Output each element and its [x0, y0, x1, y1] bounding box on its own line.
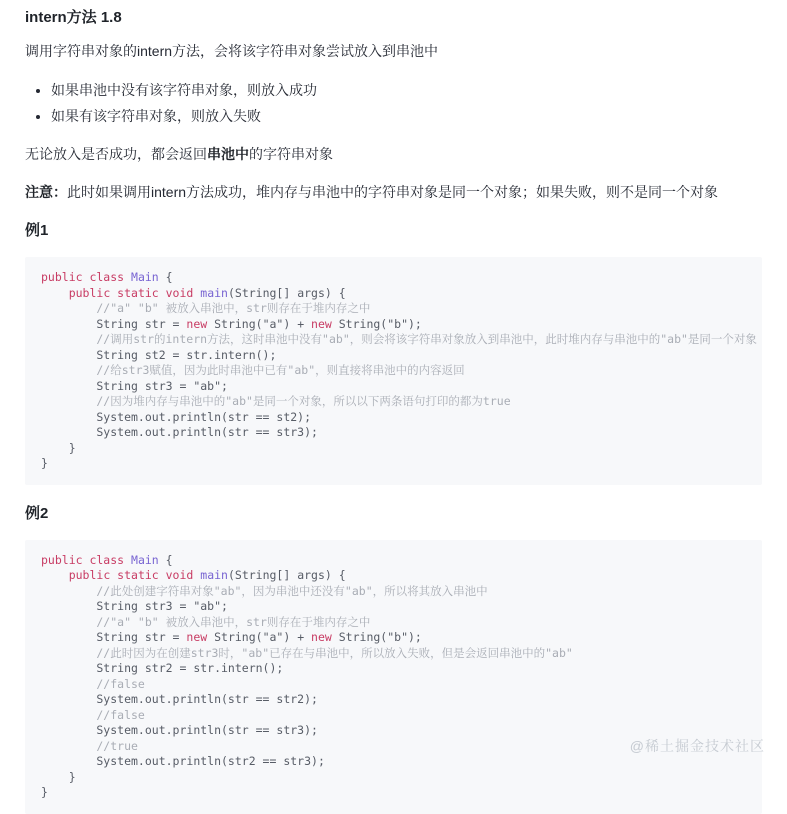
- code-block-example2: [25, 540, 762, 814]
- list-item: • 如果串池中没有该字符串对象，则放入成功: [51, 77, 762, 103]
- code-line: System.out.println(str == str2);: [41, 692, 318, 706]
- code-line: System.out.println(str2 == str3);: [41, 754, 325, 768]
- code-line: System.out.println(str == str3);: [41, 425, 318, 439]
- code-line: //因为堆内存与串池中的"ab"是同一个对象，所以以下两条语句打印的都为true: [41, 394, 511, 408]
- code-line: String str2 = str.intern();: [41, 661, 284, 675]
- intro-paragraph: 调用字符串对象的intern方法，会将该字符串对象尝试放入到串池中: [25, 43, 439, 59]
- code-line: public static void main(String[] args) {: [68, 285, 346, 300]
- code-line: //此时因为在创建str3时，"ab"已存在与串池中，所以放入失败，但是会返回串池中的"ab": [41, 645, 573, 660]
- example1-heading: 例1: [25, 222, 49, 239]
- code-line: //给str3赋值，因为此时串池中已有"ab"，则直接将串池中的内容返回: [41, 363, 465, 377]
- list-item: • 如果有该字符串对象，则放入失败: [51, 103, 762, 129]
- summary-text-post: 的字符串对象: [249, 146, 333, 162]
- note-paragraph: [25, 182, 762, 203]
- code-line: String str3 = "ab";: [41, 378, 228, 393]
- note-label: 注意：: [25, 184, 67, 200]
- code-line: }: [41, 440, 76, 455]
- code-line: //"a" "b" 被放入串池中，str则存在于堆内存之中: [41, 301, 371, 315]
- code-line: System.out.println(str == str3);: [41, 723, 318, 737]
- code-line: String str = new String("a") + new String("b");: [41, 630, 422, 644]
- code-block-example1: [25, 257, 762, 485]
- code-line: public class Main {: [41, 270, 173, 284]
- code-line: }: [41, 456, 48, 470]
- watermark: @稀土掘金技术社区: [629, 738, 765, 754]
- code-line: String st2 = str.intern();: [41, 347, 277, 362]
- note-text: 此时如果调用intern方法成功，堆内存与串池中的字符串对象是同一个对象；如果失败，则不是同一个对象: [67, 184, 719, 200]
- code-line: //false: [41, 707, 145, 722]
- code-line: //true: [41, 738, 138, 753]
- code-line: System.out.println(str == st2);: [41, 409, 312, 424]
- page-title: intern方法 1.8: [25, 9, 122, 26]
- code-line: public static void main(String[] args) {: [68, 568, 346, 582]
- summary-text-bold: 串池中: [207, 146, 249, 162]
- example2-heading: 例2: [25, 504, 49, 522]
- summary-paragraph: [25, 144, 762, 165]
- summary-text-pre: 无论放入是否成功，都会返回: [25, 146, 207, 162]
- code-line: }: [41, 785, 48, 799]
- code-line: String str = new String("a") + new String("b");: [41, 316, 422, 331]
- code-line: //调用str的intern方法，这时串池中没有"ab"，则会将该字符串对象放入到串池中，此时堆内存与串池中的"ab"是同一个对象: [41, 332, 757, 346]
- code-line: String str3 = "ab";: [41, 599, 228, 613]
- code-line: //false: [41, 676, 145, 691]
- code-line: public class Main {: [41, 552, 173, 567]
- bullet-list: [25, 77, 762, 129]
- code-line: }: [41, 769, 76, 784]
- code-line: //此处创建字符串对象"ab"，因为串池中还没有"ab"，所以将其放入串池中: [41, 583, 488, 598]
- code-line: //"a" "b" 被放入串池中，str则存在于堆内存之中: [41, 614, 371, 629]
